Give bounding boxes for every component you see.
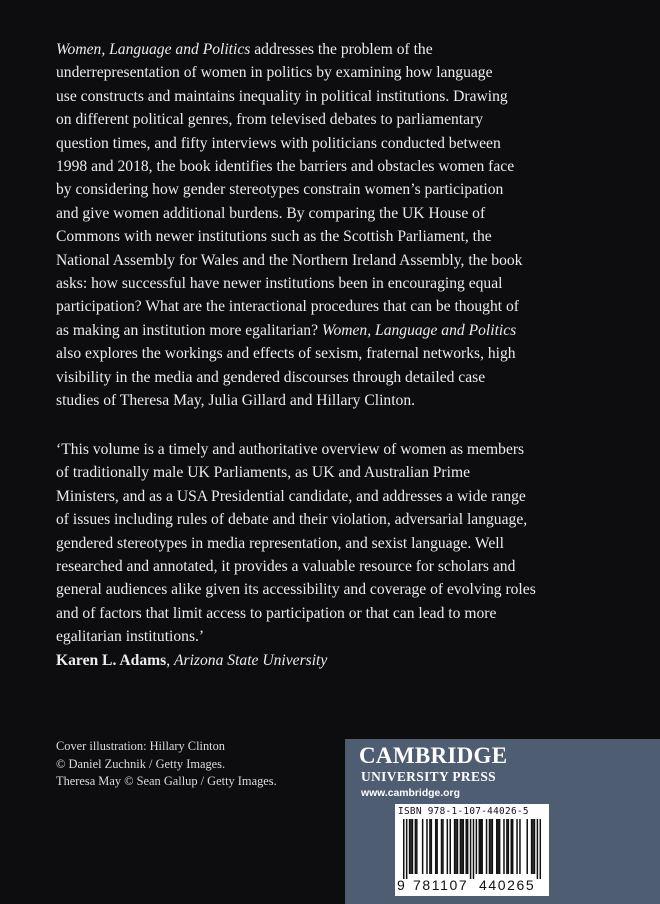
blurb-line: by considering how gender stereotypes constrain women’s participation: [56, 181, 504, 199]
review-line: researched and annotated, it provides a valuable resource for scholars and: [56, 558, 516, 576]
barcode-bar: [526, 819, 528, 874]
publisher-name: CAMBRIDGE: [359, 743, 508, 768]
blurb-line: Commons with newer institutions such as the Scottish Parliament, the: [56, 228, 492, 246]
blurb-line: visibility in the media and gendered discourses through detailed case: [56, 368, 486, 386]
barcode-bar: [416, 819, 418, 874]
barcode-bar: [476, 819, 478, 874]
barcode-bar: [496, 819, 498, 874]
cover-credits: [56, 738, 336, 791]
barcode-bar: [490, 819, 492, 874]
reviewer-institution: Arizona State University: [173, 651, 328, 669]
barcode-bar: [532, 819, 534, 874]
blurb-text: as making an institution more egalitarian?: [56, 321, 322, 339]
barcode-bar: [441, 819, 443, 874]
blurb-line: question times, and fifty interviews with politicians conducted between: [56, 134, 501, 152]
barcode-bar: [447, 819, 449, 874]
credit-line: Theresa May © Sean Gallup / Getty Images.: [56, 774, 277, 789]
barcode-bar: [508, 819, 510, 874]
barcode-bar: [497, 819, 499, 874]
barcode-bar: [415, 819, 417, 874]
review-line: ‘This volume is a timely and authoritative overview of women as members: [56, 441, 525, 458]
barcode-bar: [537, 819, 539, 879]
review-line: general audiences alike given its accessibility and coverage of evolving roles: [56, 581, 536, 599]
blurb-line: 1998 and 2018, the book identifies the barriers and obstacles women face: [56, 158, 515, 176]
blurb-text: addresses the problem of the: [250, 41, 433, 58]
barcode-bar: [457, 819, 459, 874]
barcode-bar: [481, 819, 483, 874]
barcode-bar: [512, 819, 514, 874]
review-line: and of factors that limit access to participation or that can lead to more: [56, 604, 497, 622]
barcode-bar: [429, 819, 431, 874]
ean-left-group: 781107: [413, 877, 469, 893]
blurb-line: [56, 38, 616, 61]
credit-line: Cover illustration: Hillary Clinton: [56, 739, 225, 753]
book-title-italic: Women, Language and Politics: [321, 321, 517, 339]
ean-first-digit: 9: [397, 877, 407, 893]
barcode-bar: [406, 819, 408, 879]
barcode-bar: [519, 819, 521, 874]
review-line: gendered stereotypes in media representation, and sexist language. Well: [56, 534, 504, 552]
barcode-bar: [516, 819, 518, 874]
barcode-bar: [461, 819, 463, 874]
review-line: Ministers, and as a USA Presidential candidate, and addresses a wide range: [56, 487, 526, 505]
barcode-bar: [479, 819, 481, 874]
barcode-bar: [492, 819, 494, 874]
barcode-bar: [463, 819, 465, 874]
credit-line: © Daniel Zuchnik / Getty Images.: [56, 756, 226, 771]
barcode-bar: [455, 819, 457, 874]
review-line: egalitarian institutions.’: [56, 628, 205, 646]
review-quote: [56, 438, 616, 672]
barcode-panel: [395, 804, 549, 896]
barcode-bar: [454, 819, 456, 874]
barcode-bar: [449, 819, 451, 874]
barcode-bar: [436, 819, 438, 874]
barcode-bar: [435, 819, 437, 874]
barcode-bar: [486, 819, 488, 874]
review-line: of issues including rules of debate and their violation, adversarial language,: [56, 511, 528, 529]
barcode-bar: [431, 819, 433, 874]
barcode-bar: [460, 819, 462, 874]
blurb-line: participation? What are the interactional procedures that can be thought of: [56, 298, 520, 316]
barcode-bar: [422, 819, 424, 874]
barcode-bar: [534, 819, 536, 874]
barcode-bar: [489, 819, 491, 874]
barcode-bar: [442, 819, 444, 874]
barcode-bar: [506, 819, 508, 874]
blurb-line: National Assembly for Wales and the Northern Ireland Assembly, the book: [56, 251, 523, 269]
barcode-bar: [403, 819, 405, 879]
barcode-bar: [410, 819, 412, 874]
barcode-bar: [426, 819, 428, 874]
barcode-bar: [540, 819, 541, 879]
barcode-graphic: [403, 819, 541, 879]
reviewer-name: Karen L. Adams: [56, 651, 167, 669]
barcode-bar: [510, 819, 512, 874]
barcode-bar: [470, 819, 472, 879]
barcode-bar: [465, 819, 467, 874]
barcode-bar: [480, 819, 482, 874]
barcode-bar: [473, 819, 475, 879]
barcode-bar: [409, 819, 411, 874]
publisher-block: [345, 739, 660, 904]
review-line: of traditionally male UK Parliaments, as UK and Australian Prime: [56, 464, 471, 482]
book-title-italic: Women, Language and Politics: [56, 41, 251, 58]
ean-right-group: 440265: [479, 877, 536, 893]
blurb-line: asks: how successful have newer institutions been in encouraging equal: [56, 275, 503, 293]
review-text: [56, 438, 616, 649]
blurb-line: and give women additional burdens. By comparing the UK House of: [56, 204, 486, 222]
blurb-line: underrepresentation of women in politics by examining how language: [56, 64, 493, 82]
blurb-line: studies of Theresa May, Julia Gillard and Hillary Clinton.: [56, 392, 416, 410]
blurb-line: also explores the workings and effects of sexism, fraternal networks, high: [56, 345, 516, 363]
barcode-bar: [412, 819, 414, 874]
isbn-label: ISBN 978-1-107-44026-5: [398, 806, 529, 817]
blurb-line: use constructs and maintains inequality in political institutions. Drawing: [56, 87, 508, 105]
barcode-bar: [531, 819, 533, 874]
description-blurb: [56, 38, 616, 413]
attribution-separator: ,: [166, 651, 174, 669]
blurb-line: [56, 319, 616, 342]
review-attribution: [56, 649, 616, 672]
publisher-subtitle: UNIVERSITY PRESS: [361, 769, 497, 784]
publisher-url: www.cambridge.org: [361, 788, 460, 799]
barcode-bar: [503, 819, 505, 874]
barcode-bar: [499, 819, 501, 874]
barcode-bar: [467, 819, 469, 874]
blurb-line: on different political genres, from televised debates to parliamentary: [56, 111, 484, 129]
